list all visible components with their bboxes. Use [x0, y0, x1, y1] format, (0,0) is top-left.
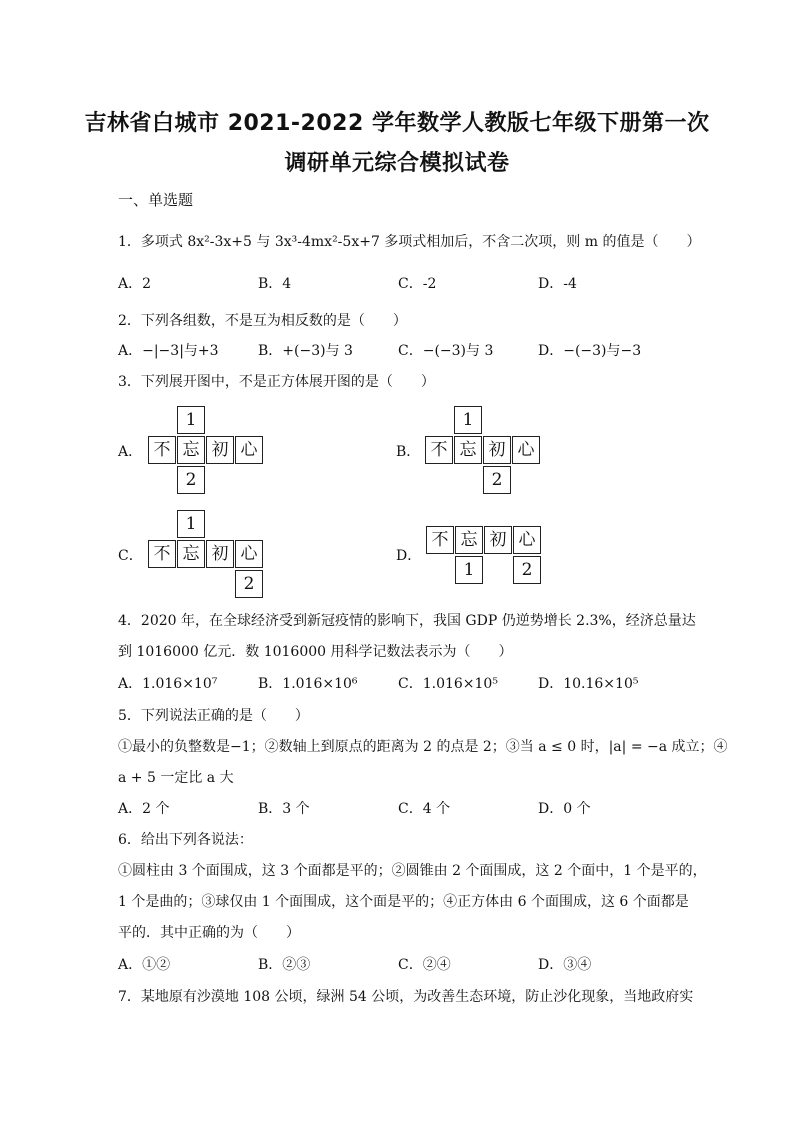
question-6-stem: 6．给出下列各说法： [118, 832, 253, 848]
question-5-stem: 5．下列说法正确的是（ ） [118, 708, 309, 724]
net-b-face-1: 1 [454, 406, 482, 434]
q6-option-a: A．①② [118, 957, 171, 973]
q3-label-d: D． [396, 548, 422, 564]
q3-label-b: B． [396, 444, 421, 460]
document-title-line-2: 调研单元综合模拟试卷 [284, 151, 510, 176]
net-b-face-bu: 不 [425, 436, 453, 464]
net-a-face-wang: 忘 [177, 436, 205, 464]
net-b-face-xin: 心 [512, 436, 540, 464]
net-b-face-chu: 初 [483, 436, 511, 464]
q4-option-b: B．1.016×10⁶ [258, 676, 358, 692]
net-c-face-1: 1 [177, 510, 205, 538]
net-c-face-chu: 初 [206, 540, 234, 568]
q6-option-d: D．③④ [538, 957, 592, 973]
net-d-face-2: 2 [513, 556, 541, 584]
net-a-face-bu: 不 [148, 436, 176, 464]
question-1-stem: 1．多项式 8x²-3x+5 与 3x³-4mx²-5x+7 多项式相加后，不含二次项，则 m 的值是（ ） [118, 234, 701, 250]
net-d-face-chu: 初 [484, 526, 512, 554]
q1-option-a: A．2 [118, 276, 152, 292]
net-c-face-2: 2 [235, 570, 263, 598]
net-d-face-wang: 忘 [455, 526, 483, 554]
q2-option-b: B．+(−3)与 3 [258, 343, 353, 359]
net-d-face-1: 1 [455, 556, 483, 584]
q3-label-c: C． [118, 548, 143, 564]
net-d-face-xin: 心 [513, 526, 541, 554]
net-c-face-bu: 不 [148, 540, 176, 568]
document-title-line-1: 吉林省白城市 2021-2022 学年数学人教版七年级下册第一次 [84, 111, 710, 136]
q2-option-d: D．−(−3)与−3 [538, 343, 642, 359]
question-5-line-2: a + 5 一定比 a 大 [118, 770, 234, 786]
question-2-stem: 2．下列各组数，不是互为相反数的是（ ） [118, 313, 407, 329]
q1-option-d: D．-4 [538, 276, 577, 292]
q5-option-b: B．3 个 [258, 801, 310, 817]
q6-option-c: C．②④ [398, 957, 451, 973]
question-7-stem: 7．某地原有沙漠地 108 公顷，绿洲 54 公顷，为改善生态环境，防止沙化现象，当地政府实 [118, 989, 694, 1005]
q5-option-c: C．4 个 [398, 801, 451, 817]
net-b-face-wang: 忘 [454, 436, 482, 464]
question-3-stem: 3．下列展开图中，不是正方体展开图的是（ ） [118, 374, 435, 390]
question-5-line-1: ①最小的负整数是−1；②数轴上到原点的距离为 2 的点是 2；③当 a ≤ 0 时，|a| = −a 成立；④ [118, 739, 728, 755]
q2-option-c: C．−(−3)与 3 [398, 343, 494, 359]
net-a-face-2: 2 [177, 466, 205, 494]
q3-label-a: A． [118, 444, 143, 460]
q5-option-a: A．2 个 [118, 801, 170, 817]
question-6-line-2: 1 个是曲的；③球仅由 1 个面围成，这个面是平的；④正方体由 6 个面围成，这 6 个面都是 [118, 894, 689, 910]
q4-option-d: D．10.16×10⁵ [538, 676, 639, 692]
question-6-line-1: ①圆柱由 3 个面围成，这 3 个面都是平的；②圆锥由 2 个面围成，这 2 个面中，1 个是平的， [118, 863, 707, 879]
question-4-stem-line-2: 到 1016000 亿元．数 1016000 用科学记数法表示为（ ） [118, 644, 513, 660]
q2-option-a: A．−|−3|与+3 [118, 343, 219, 359]
q1-option-b: B．4 [258, 276, 292, 292]
net-d-face-bu: 不 [426, 526, 454, 554]
q1-option-c: C．-2 [398, 276, 437, 292]
net-c-face-wang: 忘 [177, 540, 205, 568]
net-c-face-xin: 心 [235, 540, 263, 568]
net-a-face-1: 1 [177, 406, 205, 434]
section-heading: 一、单选题 [118, 191, 194, 209]
q4-option-a: A．1.016×10⁷ [118, 676, 218, 692]
question-6-line-3: 平的．其中正确的为（ ） [118, 925, 300, 941]
q5-option-d: D．0 个 [538, 801, 591, 817]
net-a-face-xin: 心 [235, 436, 263, 464]
net-a-face-chu: 初 [206, 436, 234, 464]
net-b-face-2: 2 [483, 466, 511, 494]
q4-option-c: C．1.016×10⁵ [398, 676, 498, 692]
question-4-stem-line-1: 4．2020 年，在全球经济受到新冠疫情的影响下，我国 GDP 仍逆势增长 2.3%，经济总量达 [118, 613, 696, 629]
q6-option-b: B．②③ [258, 957, 311, 973]
